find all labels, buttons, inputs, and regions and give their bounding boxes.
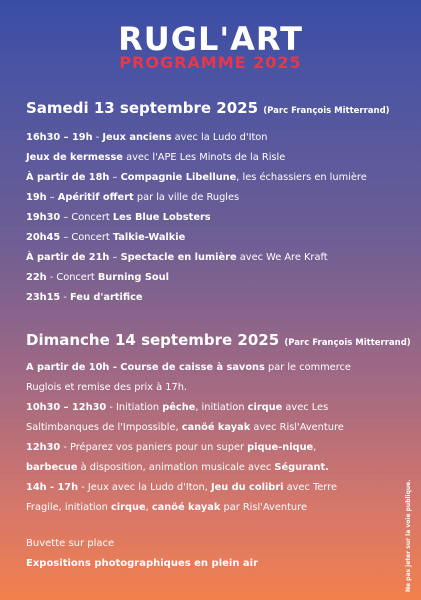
event-detail: par la ville de Rugles [133,192,240,203]
list-item [26,208,396,228]
event-time: A partir de 10h - Course de caisse à savons [26,362,265,373]
event-name: canöé kayak [181,422,251,433]
event-separator: - [60,292,71,303]
event-time: 19h30 [26,212,61,223]
event-name: Ségurant. [274,462,329,473]
list-item [26,228,396,248]
buvette-note: Buvette sur place [26,538,115,549]
event-time: À partir de 18h [26,172,110,183]
event-name: cirque [110,502,146,513]
event-separator: - [92,132,103,143]
list-item [26,498,396,518]
event-detail: Saltimbanques de l'Impossible, [26,422,182,433]
event-detail: Ruglois et remise des prix à 17h. [26,382,188,393]
sunday-schedule [26,358,396,518]
event-separator: – [109,172,121,183]
event-detail: - Préparez vos paniers pour un super [60,442,248,453]
event-detail: - Jeux avec la Ludo d'Iton, [78,482,211,493]
event-name: Les Blue Lobsters [112,212,211,223]
event-name: Jeu du colibri [210,482,284,493]
expo-note: Expositions photographiques en plein air [26,558,259,569]
sunday-heading [26,331,411,349]
event-detail: avec Risl'Aventure [250,422,344,433]
event-detail: par Risl'Aventure [220,502,307,513]
event-detail: , [145,502,152,513]
event-detail: à disposition, animation musicale avec [77,462,275,473]
list-item [26,188,396,208]
event-name: pique-nique [247,442,314,453]
event-time: 20h45 [26,232,61,243]
event-name: Compagnie Libellune [120,172,237,183]
sunday-venue: (Parc François Mitterrand) [284,338,411,348]
saturday-title: Samedi 13 septembre 2025 [26,99,259,117]
event-name: canöé kayak [151,502,221,513]
list-item [26,398,396,418]
list-item [26,358,396,378]
event-separator: - Concert [46,272,98,283]
event-name: Feu d'artifice [70,292,143,303]
logo-title: RUGL'ART [118,20,303,58]
event-name: Apéritif offert [57,192,134,203]
event-detail: avec Terre [283,482,338,493]
list-item [26,378,396,398]
event-name: Jeux anciens [102,132,172,143]
event-time: 23h15 [26,292,61,303]
saturday-schedule [26,128,396,308]
event-name: Burning Soul [97,272,169,283]
event-detail: Fragile, initiation [26,502,111,513]
event-detail: avec l'APE Les Minots de la Risle [122,152,286,163]
event-time: 19h [26,192,47,203]
event-name: pêche [162,402,196,413]
list-item [26,418,396,438]
event-time: 16h30 – 19h [26,132,93,143]
event-name: Jeux de kermesse [26,152,123,163]
event-separator: – [109,252,121,263]
sunday-title: Dimanche 14 septembre 2025 [26,331,280,349]
event-name: Spectacle en lumière [120,252,237,263]
saturday-venue: (Parc François Mitterrand) [263,106,390,116]
event-time: 14h - 17h [26,482,79,493]
event-name: Talkie-Walkie [112,232,186,243]
event-name: cirque [247,402,283,413]
event-time: 10h30 – 12h30 [26,402,107,413]
event-detail: avec We Are Kraft [236,252,328,263]
list-item [26,268,396,288]
event-separator: – Concert [60,212,113,223]
event-detail: par le commerce [264,362,351,373]
saturday-heading [26,99,390,117]
list-item [26,168,396,188]
event-detail: , [313,442,317,453]
logo-subtitle: PROGRAMME 2025 [119,53,302,72]
event-detail: , initiation [195,402,248,413]
list-item [26,438,396,458]
event-detail: , les échassiers en lumière [236,172,367,183]
list-item [26,288,396,308]
event-name: barbecue [26,462,78,473]
logo [0,22,421,72]
event-detail: avec Les [282,402,329,413]
event-separator: – [46,192,58,203]
event-time: 12h30 [26,442,61,453]
list-item [26,148,396,168]
event-detail: avec la Ludo d'Iton [171,132,268,143]
event-time: 22h [26,272,47,283]
list-item [26,248,396,268]
event-detail: - Initiation [106,402,163,413]
event-time: À partir de 21h [26,252,110,263]
event-separator: – Concert [60,232,113,243]
side-note: Ne pas jeter sur la voie publique. [405,479,412,592]
list-item [26,458,396,478]
list-item [26,478,396,498]
list-item [26,128,396,148]
